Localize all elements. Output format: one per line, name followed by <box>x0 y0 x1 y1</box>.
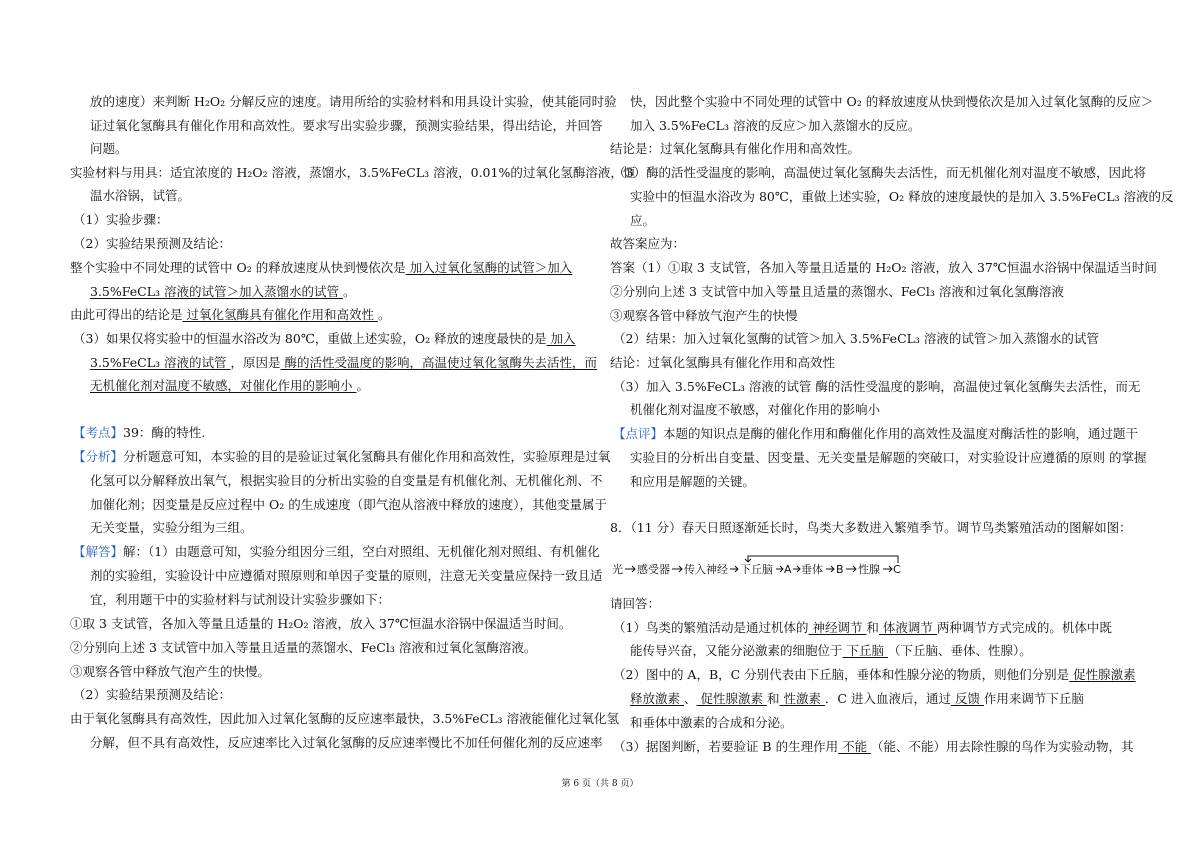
node-light: 光 <box>612 563 623 576</box>
text-line: （2）实验结果预测及结论： <box>73 687 231 702</box>
answer-blank: 不能 <box>838 739 872 754</box>
text-line: 加催化剂；因变量是反应过程中 O₂ 的生成速度（即气泡从溶液中释放的速度），其他变量属于 <box>90 497 607 512</box>
text-line: 由于氧化氢酶具有高效性，因此加入过氧化氢酶的反应速率最快，3.5%FeCL₃ 溶液能催化过氧化氢 <box>70 711 619 726</box>
answer-line <box>70 307 390 323</box>
answer-line <box>630 643 1032 659</box>
page-footer: 第 6 页（共 8 页） <box>561 779 639 789</box>
text-line: 证过氧化氢酶具有催化作用和高效性。要求写出实验步骤，预测实验结果，得出结论，并回答 <box>90 118 603 133</box>
text: （2）图中的 A，B，C 分别代表由下丘脑，垂体和性腺分泌的物质，则他们分别是 <box>613 667 1070 682</box>
question-8: 8．（11 分）春天日照逐渐延长时，鸟类大多数进入繁殖季节。调节鸟类繁殖活动的图解如图： <box>610 520 1132 535</box>
text: 分析题意可知，本实验的目的是验证过氧化氢酶具有催化作用和高效性，实验原理是过氧 <box>123 449 611 464</box>
text-line: 实验材料与用具：适宜浓度的 H₂O₂ 溶液，蒸馏水，3.5%FeCL₃ 溶液，0.01%的过氧化氢酶溶液，恒 <box>70 165 636 180</box>
text-line: ②分别向上述 3 支试管中加入等量且适量的蒸馏水、FeCl₃ 溶液和过氧化氢酶溶液。 <box>70 640 537 655</box>
text: 。 <box>377 307 391 322</box>
text-line: 结论是：过氧化氢酶具有催化作用和高效性。 <box>610 141 861 156</box>
answer-blank: 3.5%FeCL₃ 溶液的试管＞加入蒸馏水的试管 <box>90 284 343 299</box>
text: 能传导兴奋，又能分泌激素的细胞位于 <box>630 643 843 658</box>
answer-blank: 过氧化氢酶具有催化作用和高效性 <box>182 307 378 322</box>
text-line: 答案（1）①取 3 支试管，各加入等量且适量的 H₂O₂ 溶液，放入 37℃恒温水浴锅中保温适当时间 <box>610 260 1157 275</box>
fenxi-line <box>73 449 611 465</box>
text: 和 <box>866 620 879 635</box>
text: （下丘脑、垂体、性腺）。 <box>887 643 1032 658</box>
answer-blank: 反馈 <box>950 691 984 706</box>
text: 解：（1）由题意可知，实验分组因分三组，空白对照组、无机催化剂对照组、有机催化 <box>123 544 600 559</box>
kaodian-tag: 【考点】 <box>73 425 124 440</box>
answer-blank: 加入过氧化氢酶的试管＞加入 <box>405 260 573 275</box>
text-line: 实验中的恒温水浴改为 80℃，重做上述实验，O₂ 释放的速度最快的是加入 3.5%FeCL₃ 溶液的反 <box>630 189 1174 204</box>
text-line: 放的速度）来判断 H₂O₂ 分解反应的速度。请用所给的实验材料和用具设计实验，使其能同时验 <box>90 94 617 109</box>
text-line: 问题。 <box>90 141 128 156</box>
text-line: 和垂体中激素的合成和分泌。 <box>630 715 793 730</box>
text-line: 宜，利用题干中的实验材料与试剂设计实验步骤如下： <box>90 592 391 607</box>
text-line: 机催化剂对温度不敏感，对催化作用的影响小 <box>630 402 881 417</box>
text: 本题的知识点是酶的催化作用和酶催化作用的高效性及温度对酶活性的影响，通过题干 <box>663 426 1139 441</box>
answer-blank: 下丘脑 <box>842 643 888 658</box>
text-line: ②分别向上述 3 支试管中加入等量且适量的蒸馏水、FeCl₃ 溶液和过氧化氢酶溶液 <box>610 284 1064 299</box>
answer-line <box>613 667 1136 683</box>
text: 作用来调节下丘脑 <box>983 691 1084 706</box>
answer-blank: 促性腺激素 <box>696 691 767 706</box>
text-line: ③观察各管中释放气泡产生的快慢 <box>610 308 798 323</box>
node-b: B <box>836 563 844 576</box>
text-line: 温水浴锅，试管。 <box>90 188 191 203</box>
text-line: 请回答： <box>610 596 661 611</box>
answer-blank: 3.5%FeCL₃ 溶液的试管 <box>90 355 231 370</box>
answer-line <box>613 620 1112 636</box>
text: 。 <box>356 378 369 393</box>
text-line: （3）加入 3.5%FeCL₃ 溶液的试管 酶的活性受温度的影响，高温使过氧化氢酶失去活性，而无 <box>613 379 1141 394</box>
text-line: 和应用是解题的关键。 <box>630 474 756 489</box>
text-line: （2）结果：加入过氧化氢酶的试管＞加入 3.5%FeCL₃ 溶液的试管＞加入蒸馏水的试管 <box>613 331 1099 346</box>
text-line: 化氢可以分解释放出氧气，根据实验目的分析出实验的自变量是有机催化剂、无机催化剂、不 <box>90 473 603 488</box>
answer-blank: 神经调节 <box>808 620 867 635</box>
node-c: C <box>893 563 901 576</box>
answer-blank: 体液调节 <box>878 620 937 635</box>
node-hypothalamus: 下丘脑 <box>740 563 773 576</box>
text: 、 <box>683 691 697 706</box>
jieda-line <box>73 544 600 560</box>
answer-blank: 酶的活性受温度的影响，高温使过氧化氢酶失去活性，而 <box>280 355 597 370</box>
feedback-line <box>748 556 898 563</box>
text: ．C 进入血液后，通过 <box>824 691 951 706</box>
text-line: 无关变量，实验分组为三组。 <box>90 520 253 535</box>
regulation-diagram <box>612 553 912 583</box>
answer-line <box>70 260 572 276</box>
text-line: 分解，但不具有高效性，反应速率比入过氧化氢酶的反应速率慢比不加任何催化剂的反应速率 <box>90 735 603 750</box>
dianping-line <box>613 426 1138 442</box>
answer-line <box>630 691 1084 707</box>
kaodian-line <box>73 425 205 441</box>
fenxi-tag: 【分析】 <box>73 449 124 464</box>
text: 整个实验中不同处理的试管中 O₂ 的释放速度从快到慢依次是 <box>70 260 406 275</box>
node-afferent-nerve: 传入神经 <box>684 563 728 576</box>
answer-blank: 释放激素 <box>630 691 684 706</box>
text-line: 剂的实验组，实验设计中应遵循对照原则和单因子变量的原则，注意无关变量应保持一致且适 <box>90 568 603 583</box>
answer-blank: 促性腺激素 <box>1069 667 1136 682</box>
answer-blank: 性激素 <box>779 691 825 706</box>
text: 两种调节方式完成的。机体中既 <box>936 620 1112 635</box>
text: ，原因是 <box>230 355 281 370</box>
text-line: （2）实验结果预测及结论： <box>73 236 231 251</box>
text-line: 应。 <box>630 213 656 228</box>
jieda-tag: 【解答】 <box>73 544 124 559</box>
text-line: 实验目的分析出自变量、因变量、无关变量是解题的突破口，对实验设计应遵循的原则 的掌握 <box>630 450 1147 465</box>
text-line: 结论：过氧化氢酶具有催化作用和高效性 <box>610 355 836 370</box>
text-line: 加入 3.5%FeCL₃ 溶液的反应＞加入蒸馏水的反应。 <box>630 118 921 133</box>
text-line: ③观察各管中释放气泡产生的快慢。 <box>70 664 271 679</box>
text: （能、不能）用去除性腺的鸟作为实验动物，其 <box>871 739 1134 754</box>
text: 39：酶的特性. <box>123 425 206 440</box>
node-a: A <box>784 563 792 576</box>
answer-blank: 无机催化剂对温度不敏感，对催化作用的影响小 <box>90 378 357 393</box>
answer-line <box>90 378 369 394</box>
dianping-tag: 【点评】 <box>613 426 664 441</box>
text: 和 <box>766 691 780 706</box>
text-line: 故答案应为： <box>610 236 686 251</box>
answer-line <box>73 331 576 347</box>
answer-blank: 加入 <box>546 331 576 346</box>
answer-line <box>90 284 355 300</box>
answer-line <box>613 739 1134 755</box>
text: （3）据图判断，若要验证 B 的生理作用 <box>613 739 839 754</box>
node-receptor: 感受器 <box>637 563 670 576</box>
text-line: （1）实验步骤： <box>73 212 169 227</box>
text: 。 <box>342 284 356 299</box>
text-line: （3）酶的活性受温度的影响，高温使过氧化氢酶失去活性，而无机催化剂对温度不敏感，因此将 <box>613 165 1146 180</box>
text-line: 快，因此整个实验中不同处理的试管中 O₂ 的释放速度从快到慢依次是加入过氧化氢酶的反应＞ <box>630 94 1154 109</box>
answer-line <box>90 355 597 371</box>
node-gonad: 性腺 <box>858 563 880 576</box>
text: 由此可得出的结论是 <box>70 307 183 322</box>
text: （1）鸟类的繁殖活动是通过机体的 <box>613 620 809 635</box>
text-line: ①取 3 支试管，各加入等量且适量的 H₂O₂ 溶液，放入 37℃恒温水浴锅中保温适当时间。 <box>70 616 572 631</box>
text: （3）如果仅将实验中的恒温水浴改为 80℃，重做上述实验，O₂ 释放的速度最快的是 <box>73 331 547 346</box>
node-pituitary: 垂体 <box>801 563 823 576</box>
